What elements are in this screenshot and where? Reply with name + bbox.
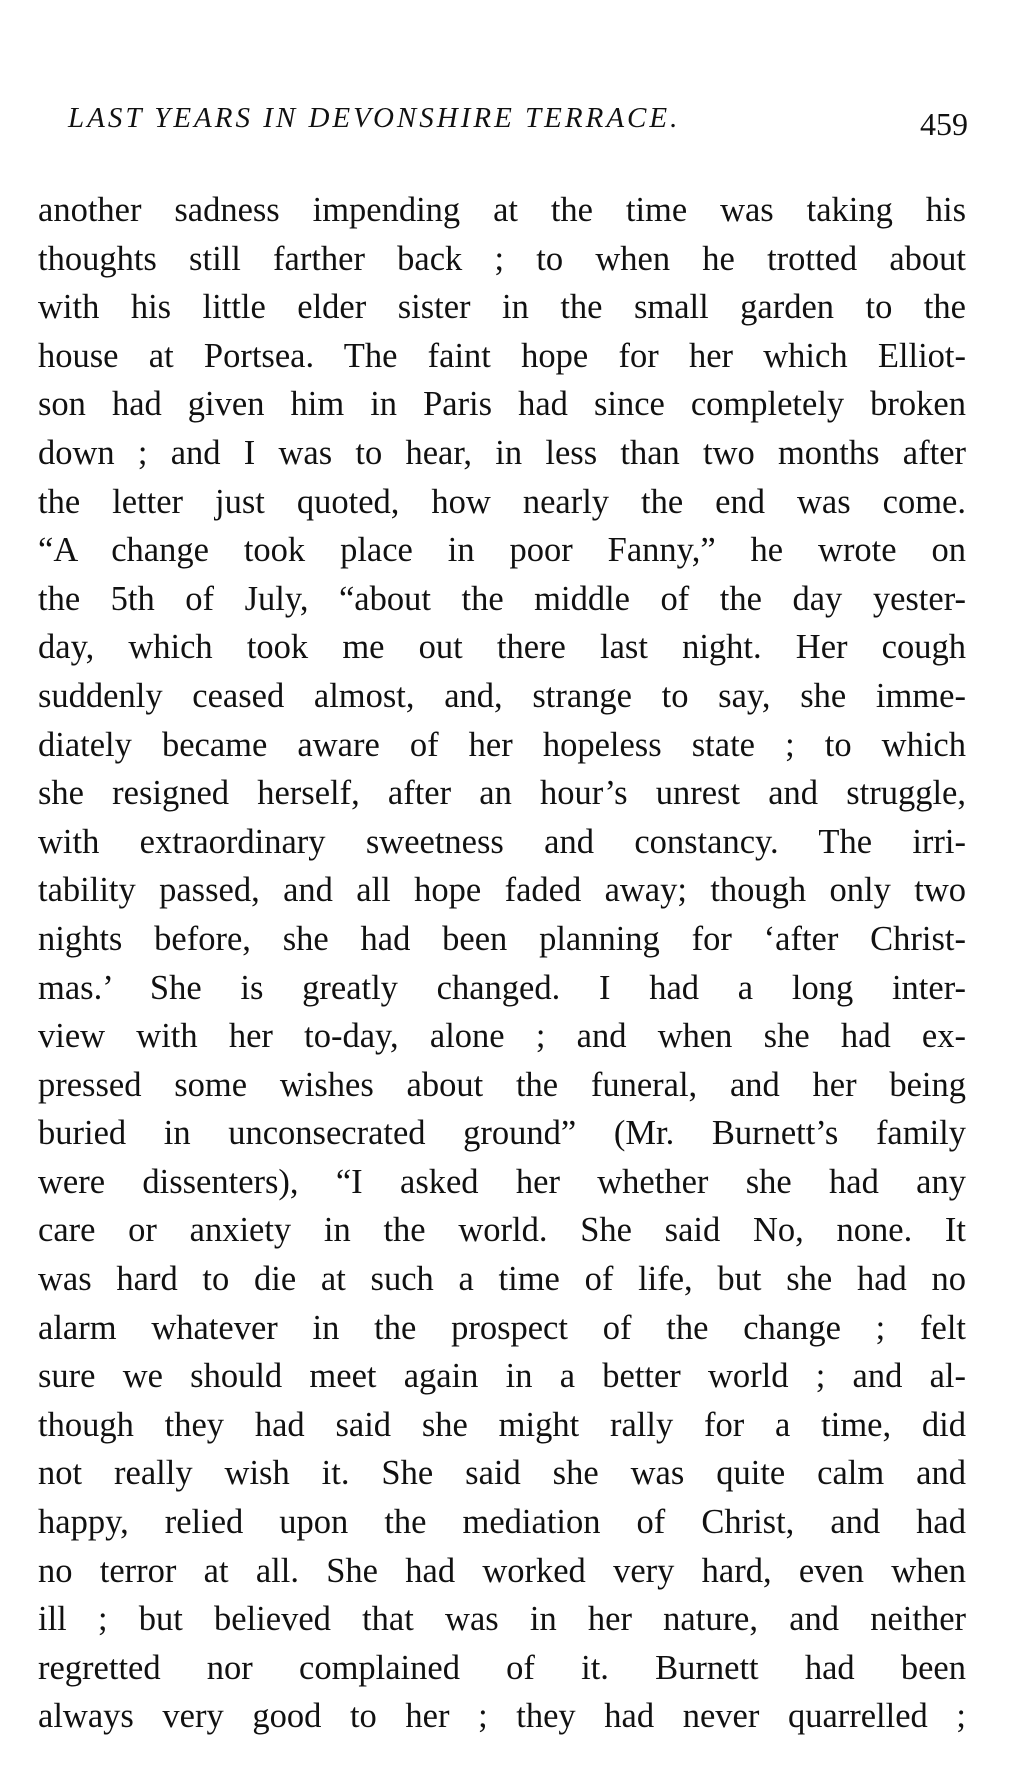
text-line: was hard to die at such a time of life, but she had no: [38, 1260, 966, 1299]
text-line: though they had said she might rally for a time, did: [38, 1405, 966, 1444]
text-line: nights before, she had been planning for ‘after Christ-: [38, 919, 966, 958]
text-line: son had given him in Paris had since completely broken: [38, 385, 966, 424]
text-line: regretted nor complained of it. Burnett had been: [38, 1648, 966, 1687]
text-line: alarm whatever in the prospect of the change ; felt: [38, 1308, 966, 1347]
text-line: diately became aware of her hopeless state ; to which: [38, 725, 966, 764]
text-line: not really wish it. She said she was quite calm and: [38, 1454, 966, 1493]
text-line: view with her to-day, alone ; and when she had ex-: [38, 1017, 966, 1056]
text-line: the letter just quoted, how nearly the end was come.: [38, 482, 966, 521]
running-head: [68, 102, 968, 142]
text-line: with his little elder sister in the small garden to the: [38, 288, 966, 327]
text-line: pressed some wishes about the funeral, and her being: [38, 1065, 966, 1104]
text-line: sure we should meet again in a better world ; and al-: [38, 1357, 966, 1396]
text-line: with extraordinary sweetness and constancy. The irri-: [38, 822, 966, 861]
text-line: always very good to her ; they had never quarrelled ;: [38, 1697, 966, 1736]
text-line: happy, relied upon the mediation of Christ, and had: [38, 1503, 966, 1542]
text-line: mas.’ She is greatly changed. I had a long inter-: [38, 968, 966, 1007]
text-line: house at Portsea. The faint hope for her which Elliot-: [38, 336, 966, 375]
text-line: care or anxiety in the world. She said No, none. It: [38, 1211, 966, 1250]
text-line: the 5th of July, “about the middle of the day yester-: [38, 579, 966, 618]
text-line: suddenly ceased almost, and, strange to say, she imme-: [38, 676, 966, 715]
body-text: [38, 186, 966, 1741]
running-title: LAST YEARS IN DEVONSHIRE TERRACE.: [68, 102, 681, 134]
text-line: thoughts still farther back ; to when he trotted about: [38, 239, 966, 278]
text-line: no terror at all. She had worked very hard, even when: [38, 1551, 966, 1590]
text-line: were dissenters), “I asked her whether she had any: [38, 1162, 966, 1201]
text-line: she resigned herself, after an hour’s unrest and struggle,: [38, 774, 966, 813]
text-line: another sadness impending at the time was taking his: [38, 191, 966, 229]
text-line: tability passed, and all hope faded away; though only two: [38, 871, 966, 910]
text-line: down ; and I was to hear, in less than two months after: [38, 433, 966, 472]
text-line: buried in unconsecrated ground” (Mr. Burnett’s family: [38, 1114, 966, 1153]
page-number: 459: [920, 106, 968, 142]
text-line: “A change took place in poor Fanny,” he wrote on: [38, 531, 966, 570]
text-line: ill ; but believed that was in her nature, and neither: [38, 1600, 966, 1639]
text-line: day, which took me out there last night. Her cough: [38, 628, 966, 667]
